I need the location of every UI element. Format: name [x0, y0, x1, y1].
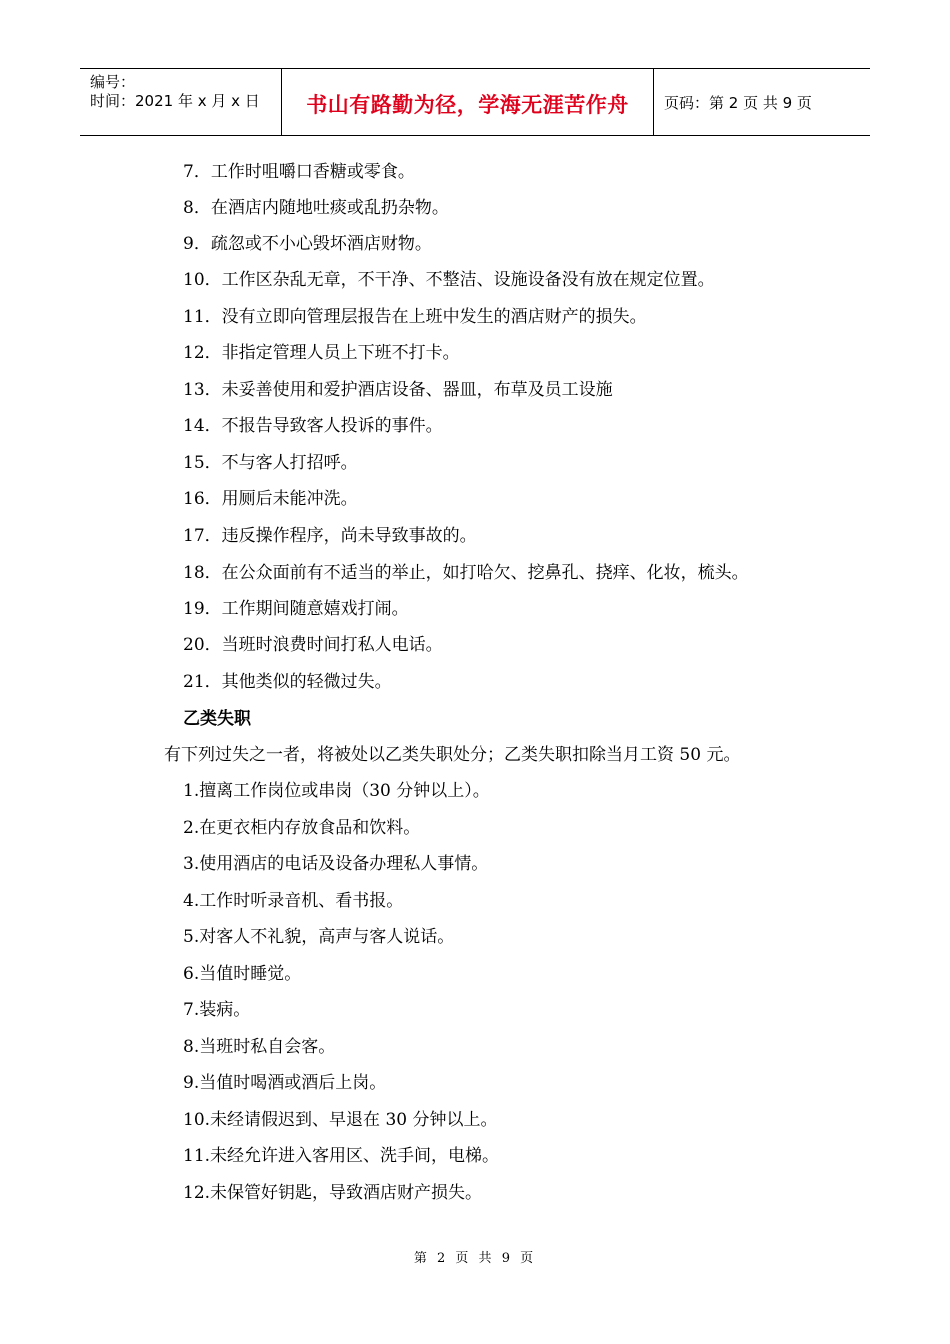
list-item: 10.未经请假迟到、早退在 30 分钟以上。: [183, 1110, 498, 1130]
document-number-label: 编号：: [90, 73, 136, 91]
list-item: 9．疏忽或不小心毁坏酒店财物。: [183, 234, 432, 254]
section-intro: 有下列过失之一者，将被处以乙类失职处分；乙类失职扣除当月工资 50 元。: [164, 745, 741, 765]
page-header: [80, 68, 870, 136]
list-item: 5.对客人不礼貌，高声与客人说话。: [183, 927, 455, 947]
list-item: 13．未妥善使用和爱护酒店设备、器皿，布草及员工设施: [183, 380, 613, 400]
list-item: 9.当值时喝酒或酒后上岗。: [183, 1073, 387, 1093]
list-item: 8．在酒店内随地吐痰或乱扔杂物。: [183, 198, 449, 218]
list-item: 6.当值时睡觉。: [183, 964, 302, 984]
list-item: 12.未保管好钥匙，导致酒店财产损失。: [183, 1183, 483, 1203]
list-item: 18．在公众面前有不适当的举止，如打哈欠、挖鼻孔、挠痒、化妆，梳头。: [183, 563, 749, 583]
list-item: 10．工作区杂乱无章，不干净、不整洁、设施设备没有放在规定位置。: [183, 270, 715, 290]
list-item: 7.装病。: [183, 1000, 251, 1020]
list-item: 17．违反操作程序，尚未导致事故的。: [183, 526, 477, 546]
list-item: 19．工作期间随意嬉戏打闹。: [183, 599, 409, 619]
list-item: 4.工作时听录音机、看书报。: [183, 891, 404, 911]
list-item: 1.擅离工作岗位或串岗（30 分钟以上）。: [183, 781, 490, 801]
section-title: 乙类失职: [183, 709, 251, 729]
list-item: 7．工作时咀嚼口香糖或零食。: [183, 162, 415, 182]
document-date: 时间：2021 年 x 月 x 日: [90, 92, 260, 110]
list-item: 11.未经允许进入客用区、洗手间，电梯。: [183, 1146, 500, 1166]
header-page-info: 页码：第 2 页 共 9 页: [664, 93, 812, 112]
list-item: 8.当班时私自会客。: [183, 1037, 336, 1057]
list-item: 11．没有立即向管理层报告在上班中发生的酒店财产的损失。: [183, 307, 647, 327]
list-item: 21．其他类似的轻微过失。: [183, 672, 392, 692]
list-item: 12．非指定管理人员上下班不打卡。: [183, 343, 460, 363]
header-motto: 书山有路勤为径，学海无涯苦作舟: [282, 69, 654, 135]
list-item: 15．不与客人打招呼。: [183, 453, 358, 473]
list-item: 3.使用酒店的电话及设备办理私人事情。: [183, 854, 489, 874]
list-item: 14．不报告导致客人投诉的事件。: [183, 416, 443, 436]
page-footer: 第 2 页 共 9 页: [413, 1251, 537, 1266]
header-meta: [80, 69, 282, 135]
list-item: 20．当班时浪费时间打私人电话。: [183, 635, 443, 655]
list-item: 2.在更衣柜内存放食品和饮料。: [183, 818, 421, 838]
list-item: 16．用厕后未能冲洗。: [183, 489, 358, 509]
